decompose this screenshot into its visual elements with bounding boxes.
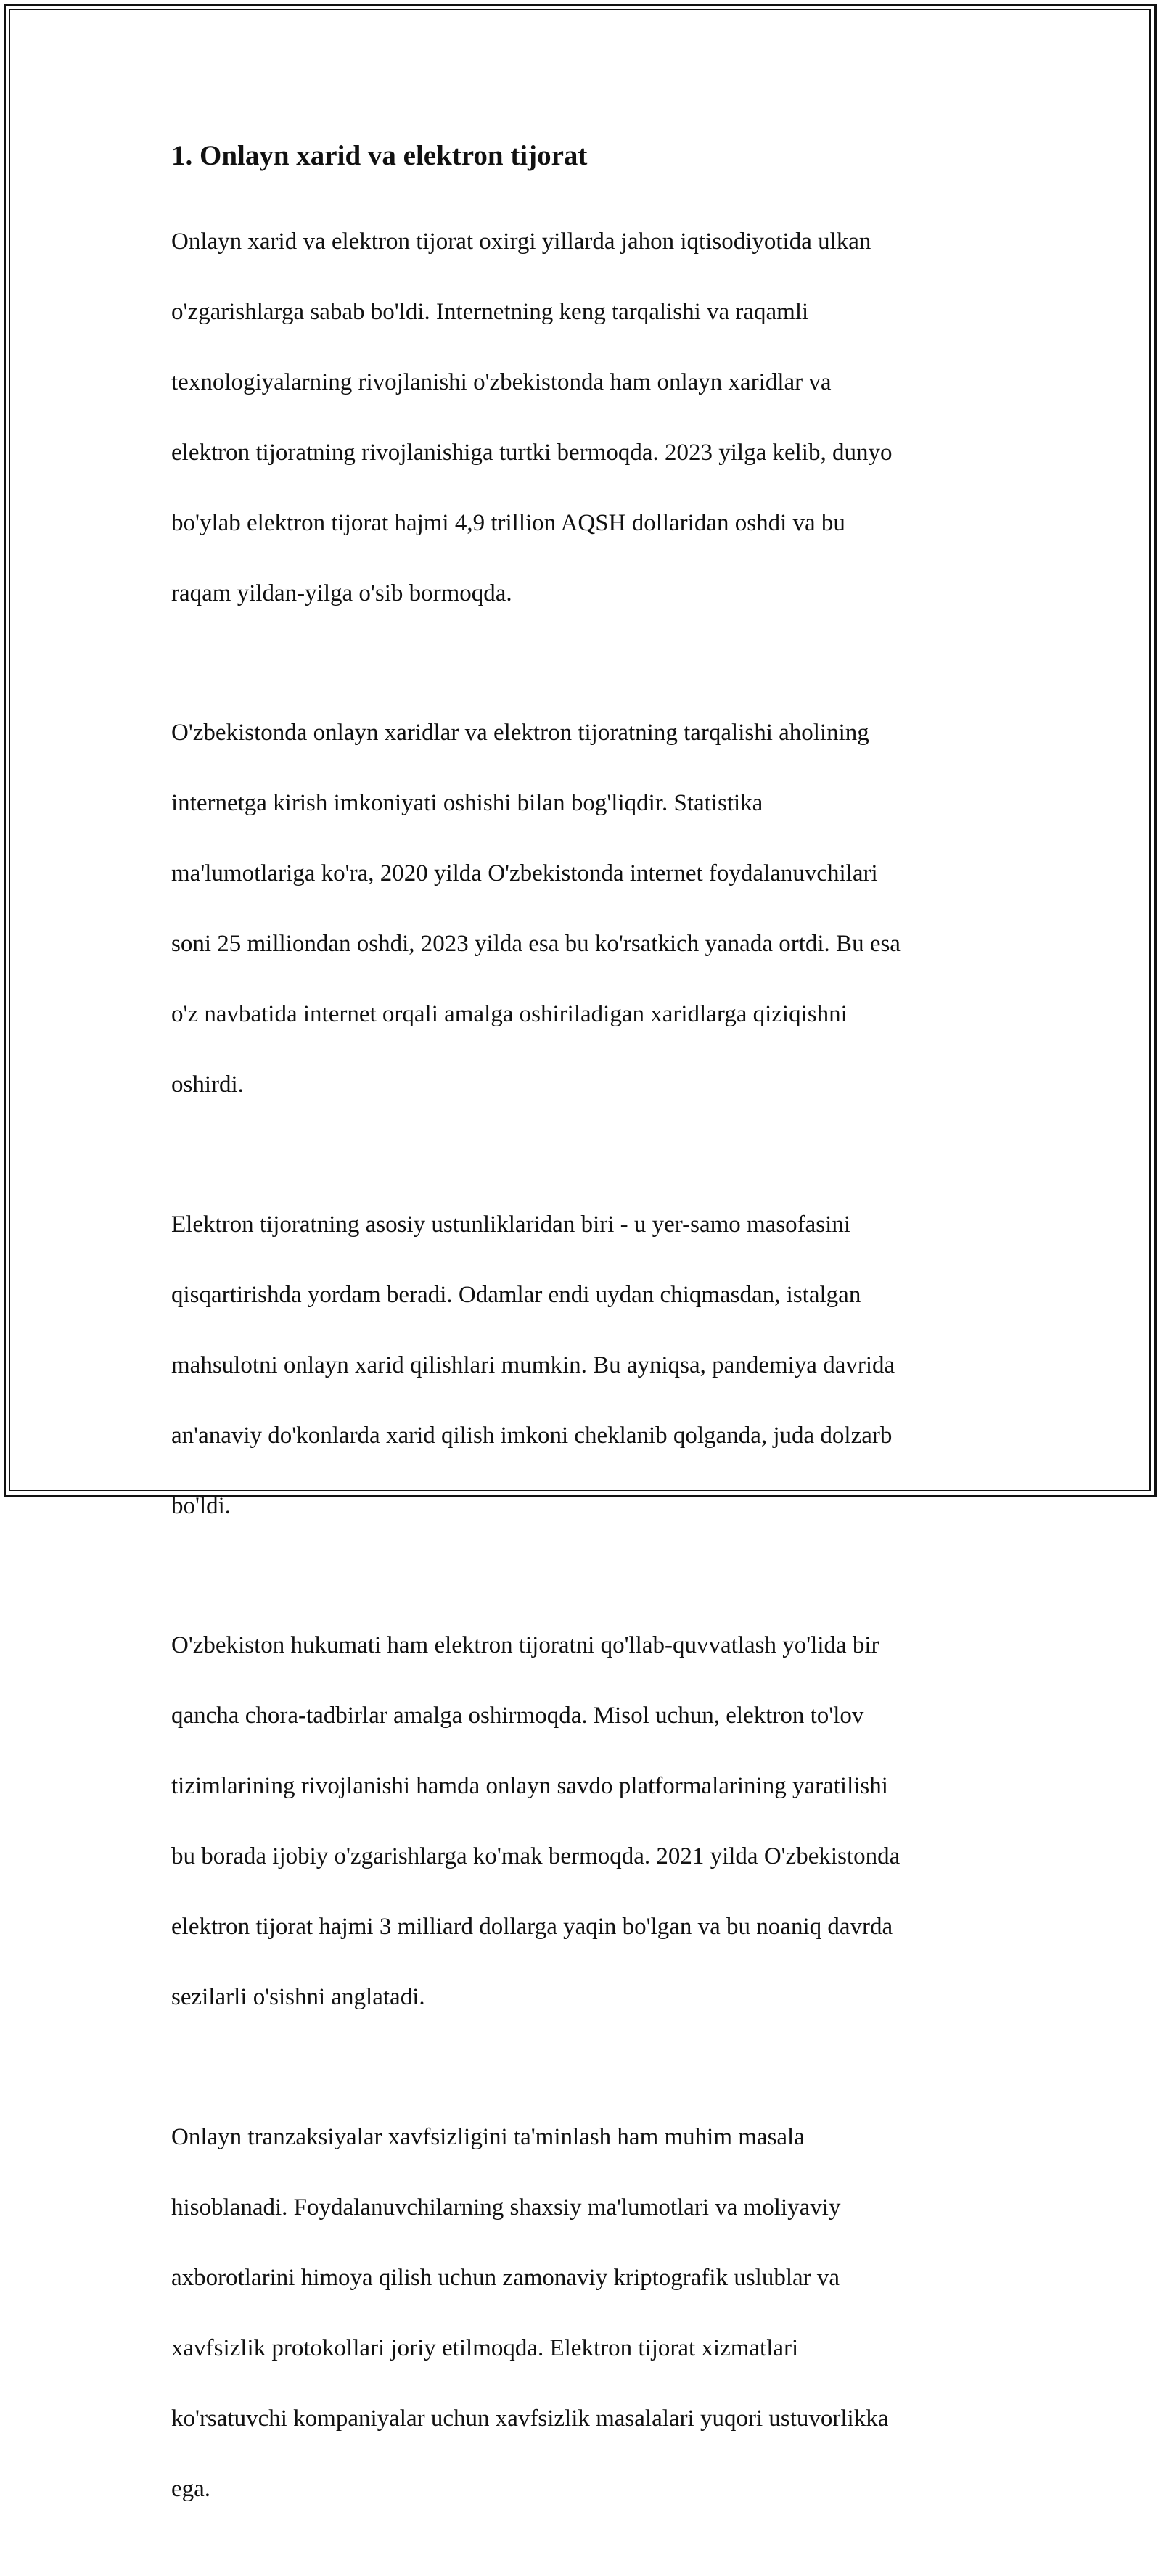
paragraph-line: an'anaviy do'konlarda xarid qilish imkoni cheklanib qolganda, juda dolzarb xyxy=(171,1422,893,1449)
paragraph-line: bu borada ijobiy o'zgarishlarga ko'mak bermoqda. 2021 yilda O'zbekistonda xyxy=(171,1843,901,1869)
paragraph-line: bo'ldi. xyxy=(171,1492,231,1519)
paragraph-line: ko'rsatuvchi kompaniyalar uchun xavfsizlik masalalari yuqori ustuvorlikka xyxy=(171,2405,889,2432)
section-heading: 1. Onlayn xarid va elektron tijorat xyxy=(171,140,588,171)
paragraph-line: Onlayn xarid va elektron tijorat oxirgi yillarda jahon iqtisodiyotida ulkan xyxy=(171,228,871,255)
paragraph-line: texnologiyalarning rivojlanishi o'zbekistonda ham onlayn xaridlar va xyxy=(171,369,832,395)
paragraph-line: qancha chora-tadbirlar amalga oshirmoqda. Misol uchun, elektron to'lov xyxy=(171,1703,864,1729)
paragraph-line: Onlayn tranzaksiyalar xavfsizligini ta'minlash ham muhim masala xyxy=(171,2123,805,2150)
paragraph-line: O'zbekiston hukumati ham elektron tijoratni qo'llab-quvvatlash yo'lida bir xyxy=(171,1632,879,1658)
paragraph-line: o'zgarishlarga sabab bo'ldi. Internetning keng tarqalishi va raqamli xyxy=(171,298,809,325)
paragraph-2 xyxy=(171,680,991,1138)
paragraph-line: elektron tijoratning rivojlanishiga turtki bermoqda. 2023 yilga kelib, dunyo xyxy=(171,439,893,466)
paragraph-line: sezilarli o'sishni anglatadi. xyxy=(171,1984,425,2010)
paragraph-line: soni 25 milliondan oshdi, 2023 yilda esa bu ko'rsatkich yanada ortdi. Bu esa xyxy=(171,931,901,957)
paragraph-line: Elektron tijoratning asosiy ustunliklaridan biri - u yer-samo masofasini xyxy=(171,1211,850,1238)
paragraph-line: raqam yildan-yilga o'sib bormoqda. xyxy=(171,580,512,606)
paragraph-line: mahsulotni onlayn xarid qilishlari mumkin. Bu ayniqsa, pandemiya davrida xyxy=(171,1351,895,1378)
paragraph-line: internetga kirish imkoniyati oshishi bilan bog'liqdir. Statistika xyxy=(171,790,763,816)
paragraph-line: elektron tijorat hajmi 3 milliard dollarga yaqin bo'lgan va bu noaniq davrda xyxy=(171,1914,893,1940)
paragraph-line: O'zbekistonda onlayn xaridlar va elektron tijoratning tarqalishi aholining xyxy=(171,720,869,746)
paragraph-line: bo'ylab elektron tijorat hajmi 4,9 trillion AQSH dollaridan oshdi va bu xyxy=(171,509,845,536)
paragraph-5 xyxy=(171,2084,991,2542)
document-body xyxy=(171,138,991,2576)
paragraph-line: ega. xyxy=(171,2475,211,2502)
paragraph-line: oshirdi. xyxy=(171,1071,244,1098)
paragraph-line: xavfsizlik protokollari joriy etilmoqda. Elektron tijorat xizmatlari xyxy=(171,2334,799,2361)
paragraph-line: ma'lumotlariga ko'ra, 2020 yilda O'zbekistonda internet foydalanuvchilari xyxy=(171,860,878,886)
paragraph-line: tizimlarining rivojlanishi hamda onlayn savdo platformalarining yaratilishi xyxy=(171,1773,888,1799)
paragraph-3 xyxy=(171,1172,991,1559)
paragraph-4 xyxy=(171,1593,991,2051)
paragraph-line: hisoblanadi. Foydalanuvchilarning shaxsiy ma'lumotlari va moliyaviy xyxy=(171,2194,841,2221)
paragraph-1 xyxy=(171,189,991,646)
paragraph-line: qisqartirishda yordam beradi. Odamlar endi uydan chiqmasdan, istalgan xyxy=(171,1281,861,1308)
paragraph-line: axborotlarini himoya qilish uchun zamonaviy kriptografik uslublar va xyxy=(171,2264,840,2291)
paragraph-line: o'z navbatida internet orqali amalga oshiriladigan xaridlarga qiziqishni xyxy=(171,1001,848,1027)
